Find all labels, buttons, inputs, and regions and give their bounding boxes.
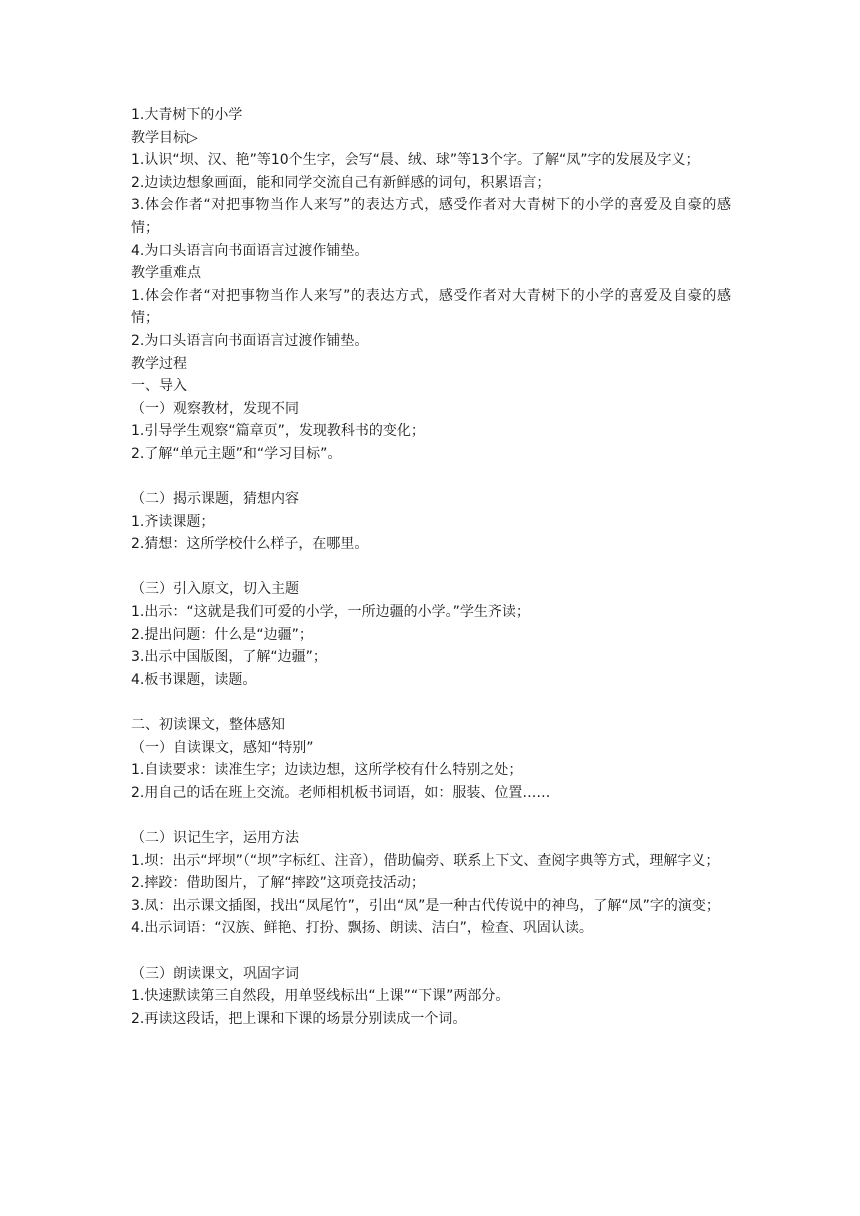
blank-line bbox=[131, 940, 731, 963]
list-item: 2.了解“单元主题”和“学习目标”。 bbox=[131, 445, 342, 462]
goal-item: 1.认识“坝、汉、艳”等10个生字，会写“晨、绒、球”等13个字。了解“凤”字的发展及字义； bbox=[131, 152, 700, 169]
part-heading: 一、导入 bbox=[131, 378, 187, 395]
document-page bbox=[131, 104, 731, 1030]
section-heading: （三）引入原文，切入主题 bbox=[131, 581, 299, 598]
blank-line bbox=[131, 804, 731, 827]
goal-item: 3.体会作者“对把事物当作人来写”的表达方式，感受作者对大青树下的小学的喜爱及自豪的感情； bbox=[131, 197, 731, 236]
key-point-item: 2.为口头语言向书面语言过渡作铺垫。 bbox=[131, 332, 369, 349]
list-item: 1.引导学生观察“篇章页”，发现教科书的变化； bbox=[131, 423, 425, 440]
blank-line bbox=[131, 466, 731, 489]
section-heading: （一）自读课文，感知“特别” bbox=[131, 739, 314, 756]
list-item: 3.凤：出示课文插图，找出“凤尾竹”，引出“凤”是一种古代传说中的神鸟，了解“凤”字的演变； bbox=[131, 897, 720, 914]
list-item: 2.提出问题：什么是“边疆”； bbox=[131, 626, 313, 643]
lesson-title: 1.大青树下的小学 bbox=[131, 107, 243, 123]
goal-item: 2.边读边想象画面，能和同学交流自己有新鲜感的词句，积累语言； bbox=[131, 174, 551, 191]
list-item: 1.快速默读第三自然段，用单竖线标出“上课”“下课”两部分。 bbox=[131, 988, 510, 1005]
list-item: 4.板书课题，读题。 bbox=[131, 671, 257, 688]
list-item: 1.自读要求：读准生字；边读边想，这所学校有什么特别之处； bbox=[131, 762, 523, 779]
section-heading: （一）观察教材，发现不同 bbox=[131, 400, 299, 417]
blank-line bbox=[131, 691, 731, 714]
list-item: 1.出示：“这就是我们可爱的小学，一所边疆的小学。”学生齐读； bbox=[131, 604, 530, 621]
list-item: 1.齐读课题； bbox=[131, 513, 215, 530]
section-heading: （二）揭示课题，猜想内容 bbox=[131, 491, 299, 508]
key-point-item: 1.体会作者“对把事物当作人来写”的表达方式，感受作者对大青树下的小学的喜爱及自豪的感情； bbox=[131, 287, 731, 327]
list-item: 2.用自己的话在班上交流。老师相机板书词语，如：服装、位置…… bbox=[131, 784, 551, 801]
key-points-heading: 教学重难点 bbox=[131, 265, 201, 282]
list-item: 2.猜想：这所学校什么样子，在哪里。 bbox=[131, 536, 369, 553]
section-heading: （二）识记生字，运用方法 bbox=[131, 830, 299, 846]
list-item: 4.出示词语：“汉族、鲜艳、打扮、飘扬、朗读、洁白”，检查、巩固认读。 bbox=[131, 920, 593, 937]
goal-item: 4.为口头语言向书面语言过渡作铺垫。 bbox=[131, 242, 369, 259]
process-heading: 教学过程 bbox=[131, 355, 187, 372]
part-heading: 二、初读课文，整体感知 bbox=[131, 717, 285, 734]
goals-heading: 教学目标▷ bbox=[131, 129, 198, 146]
section-heading: （三）朗读课文，巩固字词 bbox=[131, 965, 299, 982]
blank-line bbox=[131, 556, 731, 579]
list-item: 3.出示中国版图，了解“边疆”； bbox=[131, 649, 327, 666]
list-item: 1.坝：出示“坪坝”（“坝”字标红、注音），借助偏旁、联系上下文、查阅字典等方式，理解字义； bbox=[131, 852, 720, 869]
list-item: 2.再读这段话，把上课和下课的场景分别读成一个词。 bbox=[131, 1010, 467, 1027]
list-item: 2.摔跤：借助图片，了解“摔跤”这项竞技活动； bbox=[131, 875, 425, 892]
